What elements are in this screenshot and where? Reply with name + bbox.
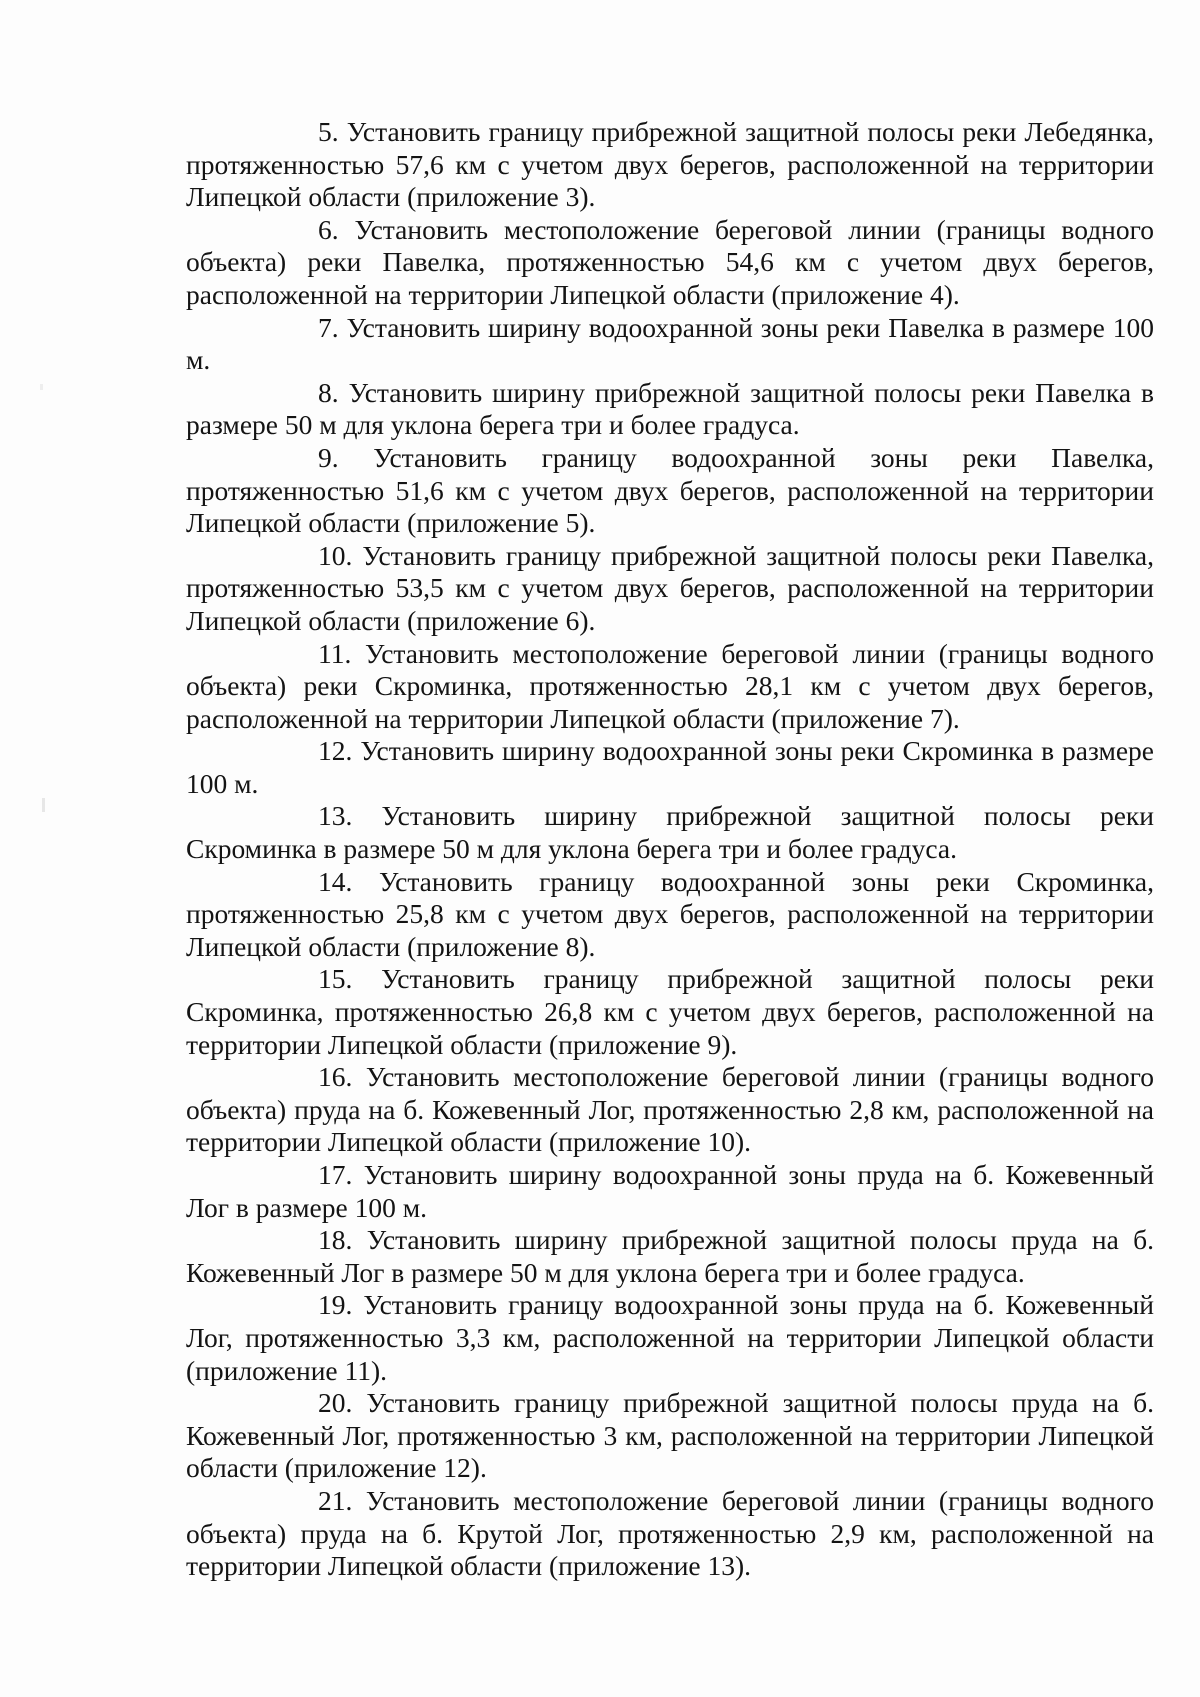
- paragraph-number: 14.: [318, 865, 353, 897]
- paragraph-text: Установить ширину водоохранной зоны реки Скроминка в размере 100 м.: [186, 735, 1155, 799]
- paragraph-15: [186, 963, 1154, 1061]
- paragraph-18: [186, 1224, 1154, 1289]
- paragraph-text: Установить местоположение береговой линии (границы водного объекта) реки Павелка, протяженностью 54,6 км с учетом двух берегов, расположенной на территории Липецкой области (приложение 4).: [186, 213, 1154, 310]
- paragraph-number: 5.: [318, 116, 339, 147]
- paragraph-text: Установить границу водоохранной зоны пруда на б. Кожевенный Лог, протяженностью 3,3 км, расположенной на территории Липецкой области (приложение 11).: [186, 1289, 1154, 1386]
- paragraph-19: [186, 1289, 1154, 1387]
- paragraph-9: [186, 442, 1154, 540]
- paragraph-17: [186, 1159, 1154, 1224]
- paragraph-20: [186, 1387, 1154, 1485]
- paragraph-text: Установить границу прибрежной защитной полосы пруда на б. Кожевенный Лог, протяженностью 3 км, расположенной на территории Липецкой области (приложение 12).: [186, 1387, 1155, 1484]
- paragraph-11: [186, 638, 1154, 736]
- paragraph-text: Установить местоположение береговой линии (границы водного объекта) реки Скроминка, протяженностью 28,1 км с учетом двух берегов, расположенной на территории Липецкой области (приложение 7).: [186, 637, 1154, 734]
- paragraph-number: 12.: [318, 735, 353, 767]
- paragraph-text: Установить границу водоохранной зоны реки Павелка, протяженностью 51,6 км с учетом двух берегов, расположенной на территории Липецкой области (приложение 5).: [186, 441, 1155, 539]
- paragraph-number: 7.: [318, 311, 339, 343]
- paragraph-8: [186, 377, 1154, 442]
- paragraph-12: [186, 735, 1154, 800]
- paragraph-text: Установить ширину прибрежной защитной полосы реки Павелка в размере 50 м для уклона берега три и более градуса.: [186, 376, 1154, 441]
- paragraph-number: 17.: [318, 1159, 353, 1190]
- paragraph-number: 15.: [318, 963, 353, 995]
- paragraph-number: 11.: [318, 637, 352, 669]
- paragraph-text: Установить ширину водоохранной зоны реки Павелка в размере 100 м.: [186, 311, 1154, 376]
- paragraph-14: [186, 866, 1154, 964]
- paragraph-13: [186, 800, 1154, 865]
- paragraph-5: [186, 116, 1154, 214]
- document-body: [186, 116, 1154, 1583]
- paragraph-16: [186, 1061, 1154, 1159]
- paragraph-number: 10.: [318, 539, 353, 571]
- paragraph-text: Установить границу прибрежной защитной полосы реки Павелка, протяженностью 53,5 км с учетом двух берегов, расположенной на территории Липецкой области (приложение 6).: [186, 539, 1155, 636]
- paragraph-text: Установить местоположение береговой линии (границы водного объекта) пруда на б. Кожевенный Лог, протяженностью 2,8 км, расположенной на территории Липецкой области (приложение 10).: [186, 1061, 1155, 1158]
- paragraph-number: 21.: [318, 1484, 353, 1516]
- paragraph-number: 19.: [318, 1289, 353, 1321]
- scan-artifact: [42, 798, 45, 812]
- scan-artifact: [40, 384, 43, 390]
- paragraph-number: 16.: [318, 1061, 353, 1093]
- paragraph-text: Установить ширину водоохранной зоны пруда на б. Кожевенный Лог в размере 100 м.: [186, 1159, 1155, 1223]
- paragraph-text: Установить местоположение береговой линии (границы водного объекта) пруда на б. Крутой Лог, протяженностью 2,9 км, расположенной на территории Липецкой области (приложение 13).: [186, 1484, 1155, 1582]
- paragraph-text: Установить ширину прибрежной защитной полосы пруда на б. Кожевенный Лог в размере 50 м для уклона берега три и более градуса.: [186, 1224, 1154, 1288]
- paragraph-7: [186, 312, 1154, 377]
- paragraph-6: [186, 214, 1154, 312]
- paragraph-text: Установить границу прибрежной защитной полосы реки Скроминка, протяженностью 26,8 км с учетом двух берегов, расположенной на территории Липецкой области (приложение 9).: [186, 963, 1154, 1060]
- paragraph-text: Установить ширину прибрежной защитной полосы реки Скроминка в размере 50 м для уклона берега три и более градуса.: [186, 800, 1155, 865]
- paragraph-number: 20.: [318, 1387, 353, 1419]
- paragraph-number: 18.: [318, 1224, 353, 1256]
- paragraph-number: 13.: [318, 800, 353, 832]
- paragraph-21: [186, 1485, 1154, 1583]
- paragraph-10: [186, 540, 1154, 638]
- paragraph-number: 8.: [318, 376, 339, 408]
- paragraph-number: 6.: [318, 213, 339, 245]
- paragraph-text: Установить границу прибрежной защитной полосы реки Лебедянка, протяженностью 57,6 км с учетом двух берегов, расположенной на территории Липецкой области (приложение 3).: [186, 116, 1155, 213]
- paragraph-number: 9.: [318, 441, 339, 473]
- paragraph-text: Установить границу водоохранной зоны реки Скроминка, протяженностью 25,8 км с учетом двух берегов, расположенной на территории Липецкой области (приложение 8).: [186, 865, 1154, 962]
